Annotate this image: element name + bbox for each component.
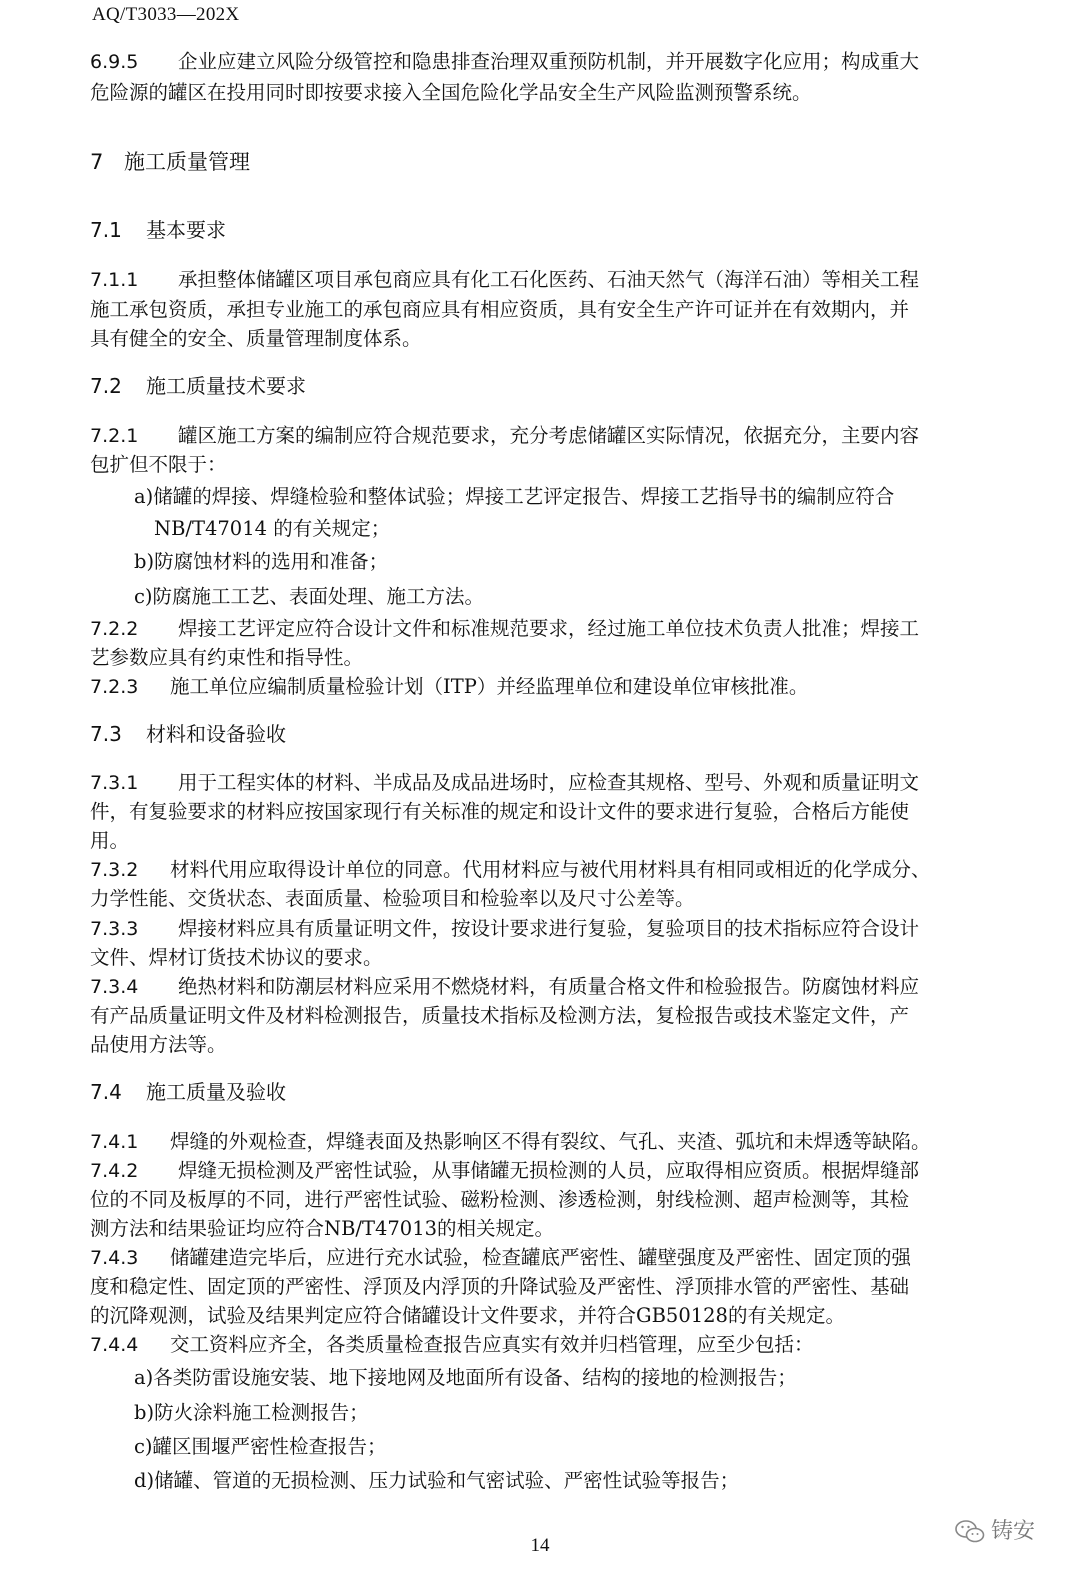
list-item-a: a)储罐的焊接、焊缝检验和整体试验；焊接工艺评定报告、焊接工艺指导书的编制应符合: [134, 485, 895, 508]
text-line: 品使用方法等。: [90, 1033, 227, 1056]
list-item-d: d)储罐、管道的无损检测、压力试验和气密试验、严密性试验等报告；: [134, 1469, 740, 1492]
clause-7-4-2: 7.4.2 焊缝无损检测及严密性试验，从事储罐无损检测的人员，应取得相应资质。根据焊缝部: [90, 1159, 920, 1182]
text-line: 艺参数应具有约束性和指导性。: [90, 646, 364, 669]
text-line: 有产品质量证明文件及材料检测报告，质量技术指标及检测方法，复检报告或技术鉴定文件，产: [90, 1004, 910, 1027]
text-line: 位的不同及板厚的不同，进行严密性试验、磁粉检测、渗透检测，射线检测、超声检测等，其检: [90, 1188, 910, 1211]
text-line: 文件、焊材订货技术协议的要求。: [90, 946, 383, 969]
list-item-c: c)防腐施工工艺、表面处理、施工方法。: [134, 585, 485, 608]
text-line: 包扩但不限于：: [90, 453, 227, 476]
clause-7-3-1: 7.3.1 用于工程实体的材料、半成品及成品进场时，应检查其规格、型号、外观和质量证明文: [90, 771, 920, 794]
text-line: 施工承包资质，承担专业施工的承包商应具有相应资质，具有安全生产许可证并在有效期内，并: [90, 298, 910, 321]
text-line: 的沉降观测，试验及结果判定应符合储罐设计文件要求，并符合GB50128的有关规定。: [90, 1304, 845, 1327]
clause-6-9-5: 6.9.5 企业应建立风险分级管控和隐患排查治理双重预防机制，并开展数字化应用；构成重大: [90, 50, 920, 73]
section-7-heading: 7 施工质量管理: [90, 150, 250, 174]
list-item-a: a)各类防雷设施安装、地下接地网及地面所有设备、结构的接地的检测报告；: [134, 1366, 797, 1389]
wechat-icon: [955, 1519, 991, 1544]
text-line: 具有健全的安全、质量管理制度体系。: [90, 327, 422, 350]
clause-7-3-3: 7.3.3 焊接材料应具有质量证明文件，按设计要求进行复验，复验项目的技术指标应符合设计: [90, 917, 920, 940]
section-7-4-heading: 7.4 施工质量及验收: [90, 1080, 286, 1104]
clause-7-1-1: 7.1.1 承担整体储罐区项目承包商应具有化工石化医药、石油天然气（海洋石油）等相关工程: [90, 268, 920, 291]
clause-7-4-1: 7.4.1 焊缝的外观检查，焊缝表面及热影响区不得有裂纹、气孔、夹渣、弧坑和未焊透等缺陷。: [90, 1130, 931, 1153]
clause-7-3-4: 7.3.4 绝热材料和防潮层材料应采用不燃烧材料，有质量合格文件和检验报告。防腐蚀材料应: [90, 975, 920, 998]
text-line: 力学性能、交货状态、表面质量、检验项目和检验率以及尺寸公差等。: [90, 887, 695, 910]
list-item-b: b)防腐蚀材料的选用和准备；: [134, 550, 389, 573]
text-line: 件，有复验要求的材料应按国家现行有关标准的规定和设计文件的要求进行复验，合格后方能使: [90, 800, 910, 823]
text-line: 测方法和结果验证均应符合NB/T47013的相关规定。: [90, 1217, 555, 1240]
watermark-text: 铸安: [991, 1519, 1036, 1544]
list-item-b: b)防火涂料施工检测报告；: [134, 1401, 369, 1424]
text-line: 度和稳定性、固定顶的严密性、浮顶及内浮顶的升降试验及严密性、浮顶排水管的严密性、基础: [90, 1275, 910, 1298]
clause-7-2-1: 7.2.1 罐区施工方案的编制应符合规范要求，充分考虑储罐区实际情况，依据充分，主要内容: [90, 424, 920, 447]
section-7-3-heading: 7.3 材料和设备验收: [90, 722, 286, 746]
clause-7-3-2: 7.3.2 材料代用应取得设计单位的同意。代用材料应与被代用材料具有相同或相近的化学成分、: [90, 858, 931, 881]
clause-7-2-3: 7.2.3 施工单位应编制质量检验计划（ITP）并经监理单位和建设单位审核批准。: [90, 675, 809, 698]
list-item-c: c)罐区围堰严密性检查报告；: [134, 1435, 387, 1458]
text-line: NB/T47014 的有关规定；: [154, 517, 391, 540]
text-line: 用。: [90, 829, 130, 852]
section-7-1-heading: 7.1 基本要求: [90, 218, 226, 242]
text-line: 危险源的罐区在投用同时即按要求接入全国危险化学品安全生产风险监测预警系统。: [90, 81, 812, 104]
document-code: AQ/T3033—202X: [92, 4, 240, 25]
page-number: 14: [530, 1535, 550, 1556]
clause-7-4-3: 7.4.3 储罐建造完毕后，应进行充水试验，检查罐底严密性、罐壁强度及严密性、固定顶的强: [90, 1246, 912, 1269]
watermark: [955, 1514, 1035, 1545]
clause-7-4-4: 7.4.4 交工资料应齐全，各类质量检查报告应真实有效并归档管理，应至少包括：: [90, 1333, 814, 1356]
clause-7-2-2: 7.2.2 焊接工艺评定应符合设计文件和标准规范要求，经过施工单位技术负责人批准；焊接工: [90, 617, 920, 640]
section-7-2-heading: 7.2 施工质量技术要求: [90, 374, 306, 398]
